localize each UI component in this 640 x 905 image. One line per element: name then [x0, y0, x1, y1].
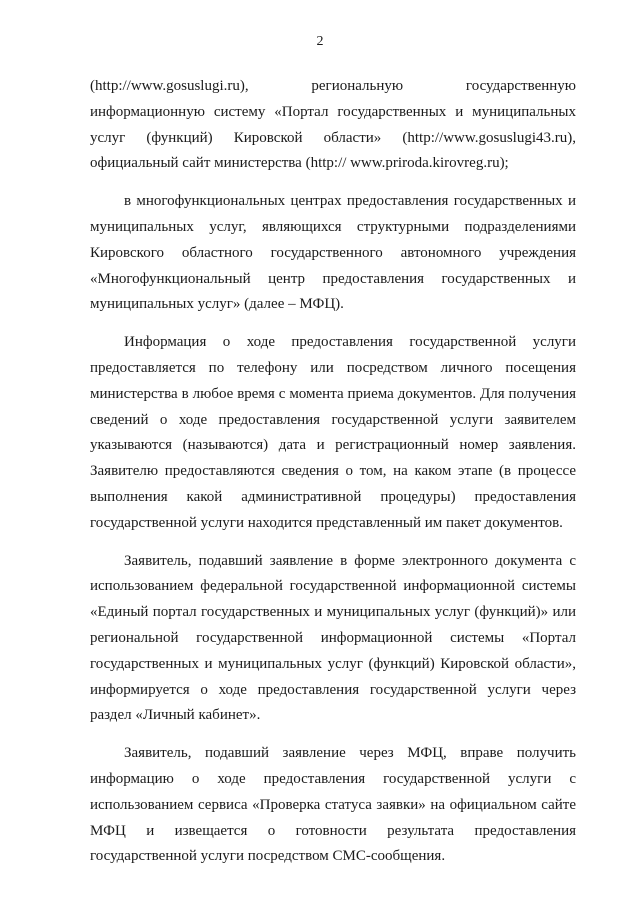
document-body [90, 74, 576, 882]
paragraph-status-info: Информация о ходе предоставления государственной услуги предоставляется по телефону или посредством личного посещения министерства в любое время с момента приема документов. Для получения сведений о ходе предоставления государственной услуги заявителем указываются (называются) дата и регистрационный номер заявления. Заявителю предоставляются сведения о том, на каком этапе (в процессе выполнения какой административной процедуры) предоставления государственной услуги находится представленный им пакет документов. [90, 334, 576, 531]
paragraph-mfc: в многофункциональных центрах предоставления государственных и муниципальных услуг, являющихся структурными подразделениями Кировского областного государственного автономного учреждения «Многофункциональный центр предоставления государственных и муниципальных услуг» (далее – МФЦ). [90, 193, 576, 313]
paragraph-mfc-status-check: Заявитель, подавший заявление через МФЦ, вправе получить информацию о ходе предоставления государственной услуги с использованием сервиса «Проверка статуса заявки» на официальном сайте МФЦ и извещается о готовности результата предоставления государственной услуги посредством СМС-сообщения. [90, 745, 576, 865]
paragraph-contacts-continued: (http://www.gosuslugi.ru), региональную государственную информационную систему «Портал государственных и муниципальных услуг (функций) Кировской области» (http://www.gosuslugi43.ru), официальный сайт министерства (http:// www.priroda.kirovreg.ru); [90, 78, 576, 172]
page-number: 2 [316, 34, 324, 49]
paragraph-electronic-application: Заявитель, подавший заявление в форме электронного документа с использованием федеральной государственной информационной системы «Единый портал государственных и муниципальных услуг (функций)» или региональной государственной информационной системы «Портал государственных и муниципальных услуг (функций) Кировской области», информируется о ходе предоставления государственной услуги через раздел «Личный кабинет». [90, 552, 576, 724]
